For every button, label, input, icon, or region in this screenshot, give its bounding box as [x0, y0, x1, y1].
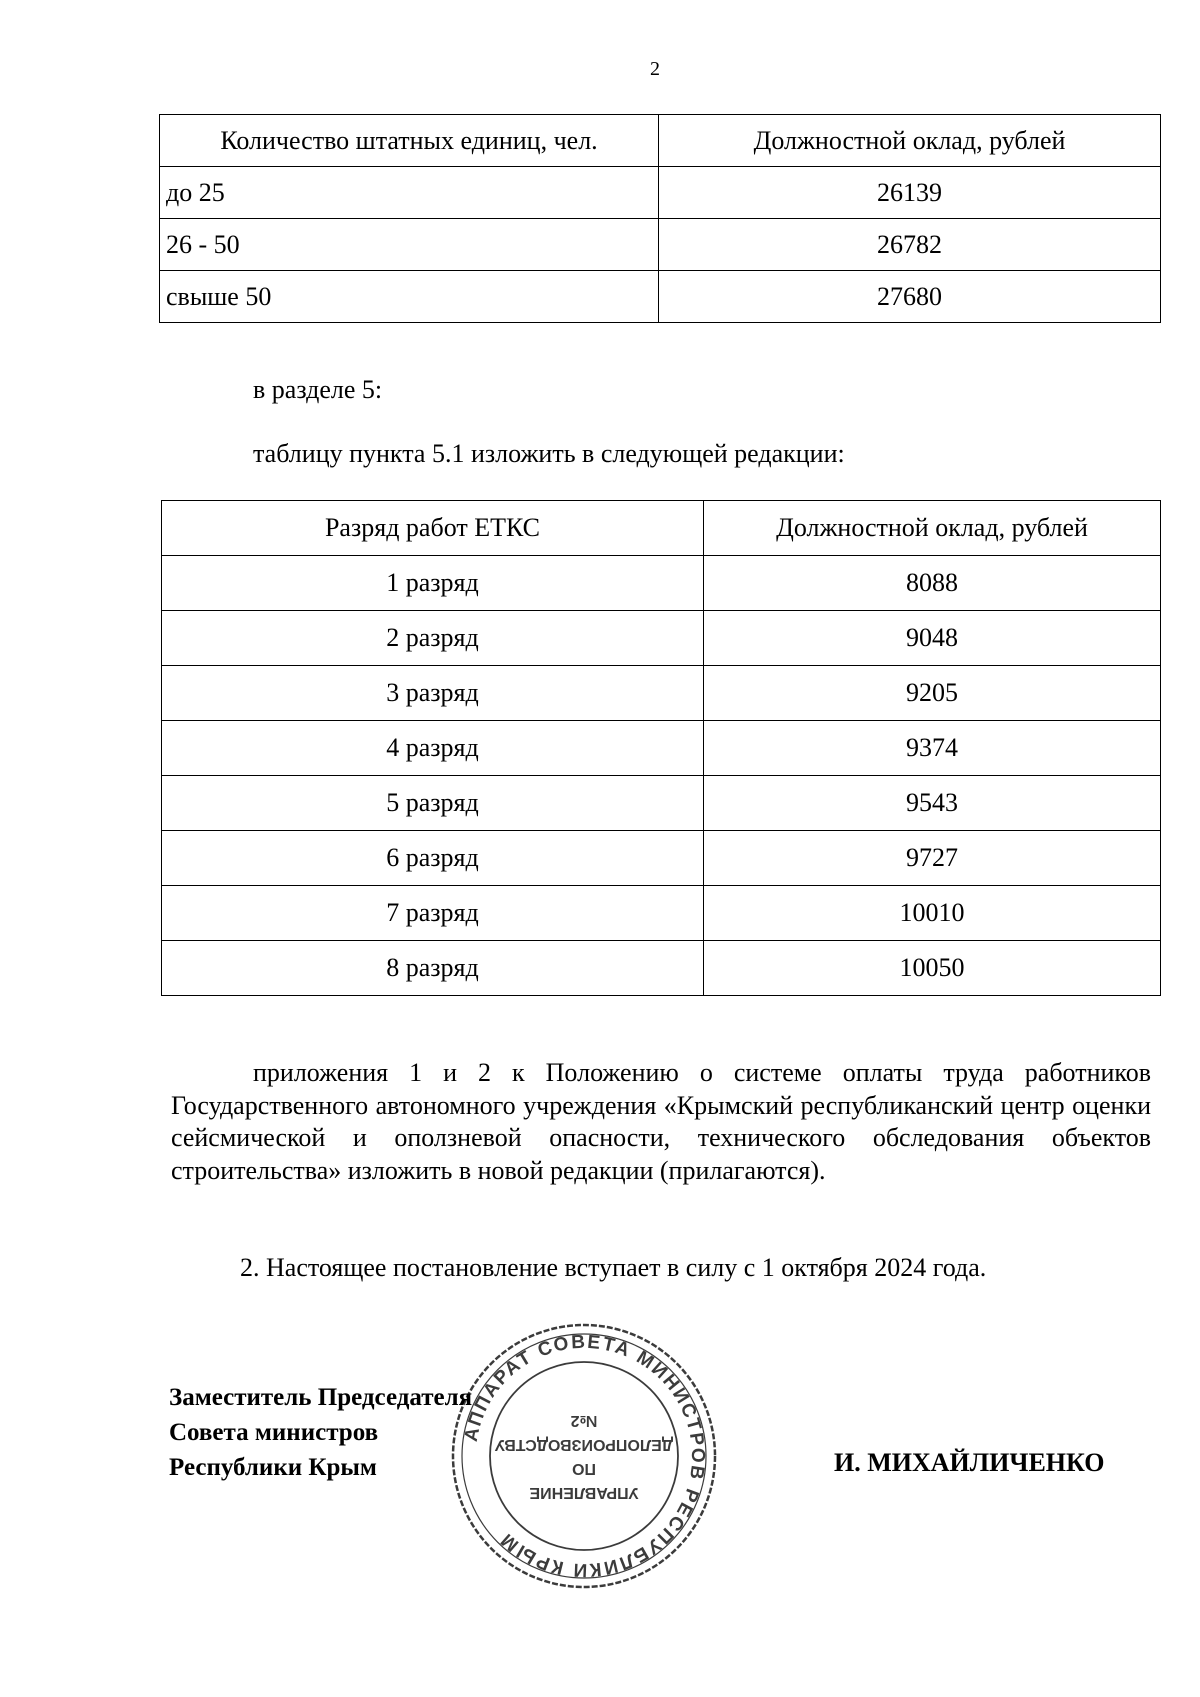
table-cell: 9727 — [704, 831, 1161, 886]
table-cell: 3 разряд — [162, 666, 704, 721]
table-cell: 26139 — [659, 167, 1161, 219]
table-header-cell: Количество штатных единиц, чел. — [160, 115, 659, 167]
table-row — [162, 721, 1161, 776]
table-row — [162, 886, 1161, 941]
stamp-inner-line: УПРАВЛЕНИЕ — [529, 1484, 639, 1501]
table-row — [162, 556, 1161, 611]
table-cell: 27680 — [659, 271, 1161, 323]
appendix-paragraph: приложения 1 и 2 к Положению о системе оплаты труда работников Государственного автономного учреждения «Крымский республиканский центр оценки сейсмической и оползневой опасности, технического обследования объектов строительства» изложить в новой редакции (прилагаются). — [171, 1058, 1151, 1185]
effective-date-paragraph: 2. Настоящее постановление вступает в силу с 1 октября 2024 года. — [240, 1253, 987, 1282]
staff-salary-table — [159, 114, 1161, 323]
table-cell: 8 разряд — [162, 941, 704, 996]
table-cell: 7 разряд — [162, 886, 704, 941]
table-row — [160, 271, 1161, 323]
table-row — [162, 611, 1161, 666]
page-number: 2 — [650, 58, 660, 80]
section-reference: в разделе 5: — [253, 375, 383, 404]
stamp-outer-text: АППАРАТ СОВЕТА МИНИСТРОВ РЕСПУБЛИКИ КРЫМ — [460, 1331, 709, 1581]
signatory-position-line: Заместитель Председателя — [169, 1384, 473, 1411]
table-row — [162, 776, 1161, 831]
signatory-name: И. МИХАЙЛИЧЕНКО — [834, 1448, 1105, 1477]
table-cell: до 25 — [160, 167, 659, 219]
signatory-position-line: Республики Крым — [169, 1454, 377, 1481]
table-row — [162, 941, 1161, 996]
table-cell: 4 разряд — [162, 721, 704, 776]
table-cell: 26 - 50 — [160, 219, 659, 271]
table-header-row — [162, 501, 1161, 556]
stamp-inner-line: ПО — [572, 1460, 596, 1477]
table-row — [162, 831, 1161, 886]
table-header-cell: Разряд работ ЕТКС — [162, 501, 704, 556]
table-cell: 9543 — [704, 776, 1161, 831]
grade-salary-table — [161, 500, 1161, 996]
table-cell: 26782 — [659, 219, 1161, 271]
official-stamp — [448, 1320, 720, 1592]
stamp-inner-line: ДЕЛОПРОИЗВОДСТВУ — [494, 1436, 674, 1453]
table-cell: 10010 — [704, 886, 1161, 941]
table-row — [160, 219, 1161, 271]
table-header-cell: Должностной оклад, рублей — [659, 115, 1161, 167]
table-instruction: таблицу пункта 5.1 изложить в следующей редакции: — [253, 439, 845, 468]
signatory-position — [169, 1380, 472, 1485]
table-cell: 10050 — [704, 941, 1161, 996]
table-cell: 5 разряд — [162, 776, 704, 831]
table-header-cell: Должностной оклад, рублей — [704, 501, 1161, 556]
table-row — [160, 167, 1161, 219]
table-cell: 9374 — [704, 721, 1161, 776]
table-cell: свыше 50 — [160, 271, 659, 323]
table-cell: 8088 — [704, 556, 1161, 611]
table-cell: 6 разряд — [162, 831, 704, 886]
table-cell: 2 разряд — [162, 611, 704, 666]
signatory-position-line: Совета министров — [169, 1419, 379, 1446]
table-cell: 1 разряд — [162, 556, 704, 611]
table-cell: 9205 — [704, 666, 1161, 721]
table-row — [162, 666, 1161, 721]
stamp-inner-line: №2 — [570, 1412, 598, 1429]
table-header-row — [160, 115, 1161, 167]
table-cell: 9048 — [704, 611, 1161, 666]
